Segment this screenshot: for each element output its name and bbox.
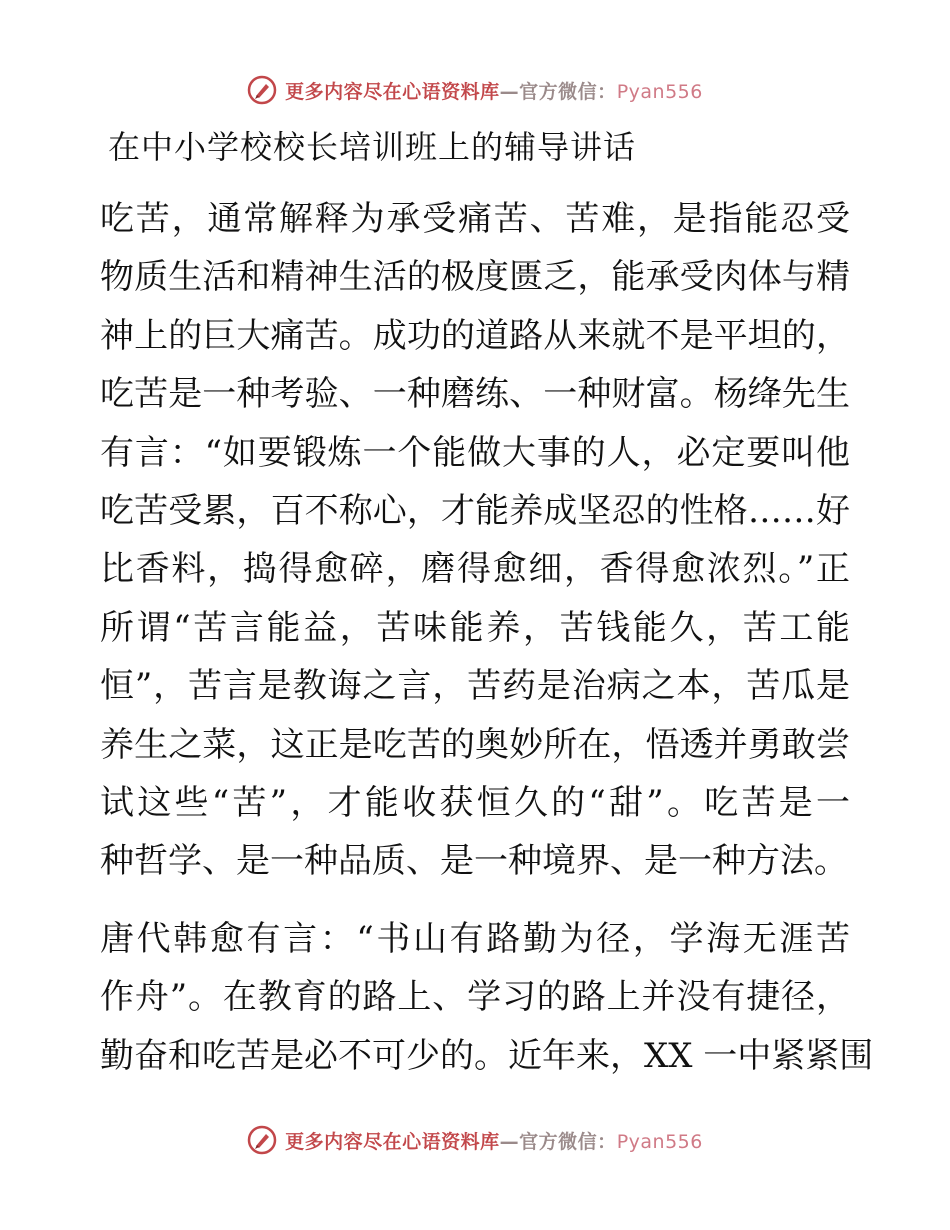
text-line: 种哲学、是一种品质、是一种境界、是一种方法。: [100, 841, 848, 882]
pen-logo-icon: [247, 75, 277, 105]
banner-dash: —: [499, 80, 520, 103]
banner-wechat-label: 官方微信：: [519, 1130, 617, 1153]
banner-dash: —: [499, 1130, 520, 1153]
footer-banner: [0, 1120, 950, 1160]
text-line: 勤奋和吃苦是必不可少的。近年来，XX 一中紧紧围: [100, 1035, 874, 1076]
body-paragraph-2: [100, 910, 874, 1085]
text-line: 养生之菜，这正是吃苦的奥妙所在，悟透并勇敢尝: [100, 724, 850, 765]
text-line: 试这些“苦”，才能收获恒久的“甜”。吃苦是一: [100, 782, 850, 823]
text-line: 有言：“如要锻炼一个能做大事的人，必定要叫他: [100, 432, 850, 473]
banner-wechat-id: Pyan556: [616, 1130, 703, 1153]
text-line: 所谓“苦言能益，苦味能养，苦钱能久，苦工能: [100, 607, 850, 648]
text-line: 作舟”。在教育的路上、学习的路上并没有捷径，: [100, 977, 850, 1018]
header-banner: [0, 70, 950, 110]
document-title: 在中小学校校长培训班上的辅导讲话: [108, 128, 637, 166]
banner-wechat-id: Pyan556: [616, 80, 703, 103]
text-line: 吃苦是一种考验、一种磨练、一种财富。杨绛先生: [100, 374, 850, 415]
banner-wechat-label: 官方微信：: [519, 80, 617, 103]
text-line: 恒”，苦言是教诲之言，苦药是治病之本，苦瓜是: [100, 666, 850, 707]
text-line: 吃苦受累，百不称心，才能养成坚忍的性格……好: [100, 490, 850, 531]
text-line: 比香料，捣得愈碎，磨得愈细，香得愈浓烈。”正: [100, 549, 850, 590]
pen-logo-icon: [247, 1125, 277, 1155]
text-line: 神上的巨大痛苦。成功的道路从来就不是平坦的，: [100, 315, 850, 356]
text-line: 唐代韩愈有言：“书山有路勤为径，学海无涯苦: [100, 919, 850, 959]
banner-site-text: 更多内容尽在心语资料库: [285, 1130, 500, 1153]
banner-site-text: 更多内容尽在心语资料库: [285, 80, 500, 103]
body-paragraph-1: [100, 190, 850, 891]
text-line: 吃苦，通常解释为承受痛苦、苦难，是指能忍受: [100, 199, 850, 239]
text-line: 物质生活和精神生活的极度匮乏，能承受肉体与精: [100, 257, 850, 298]
